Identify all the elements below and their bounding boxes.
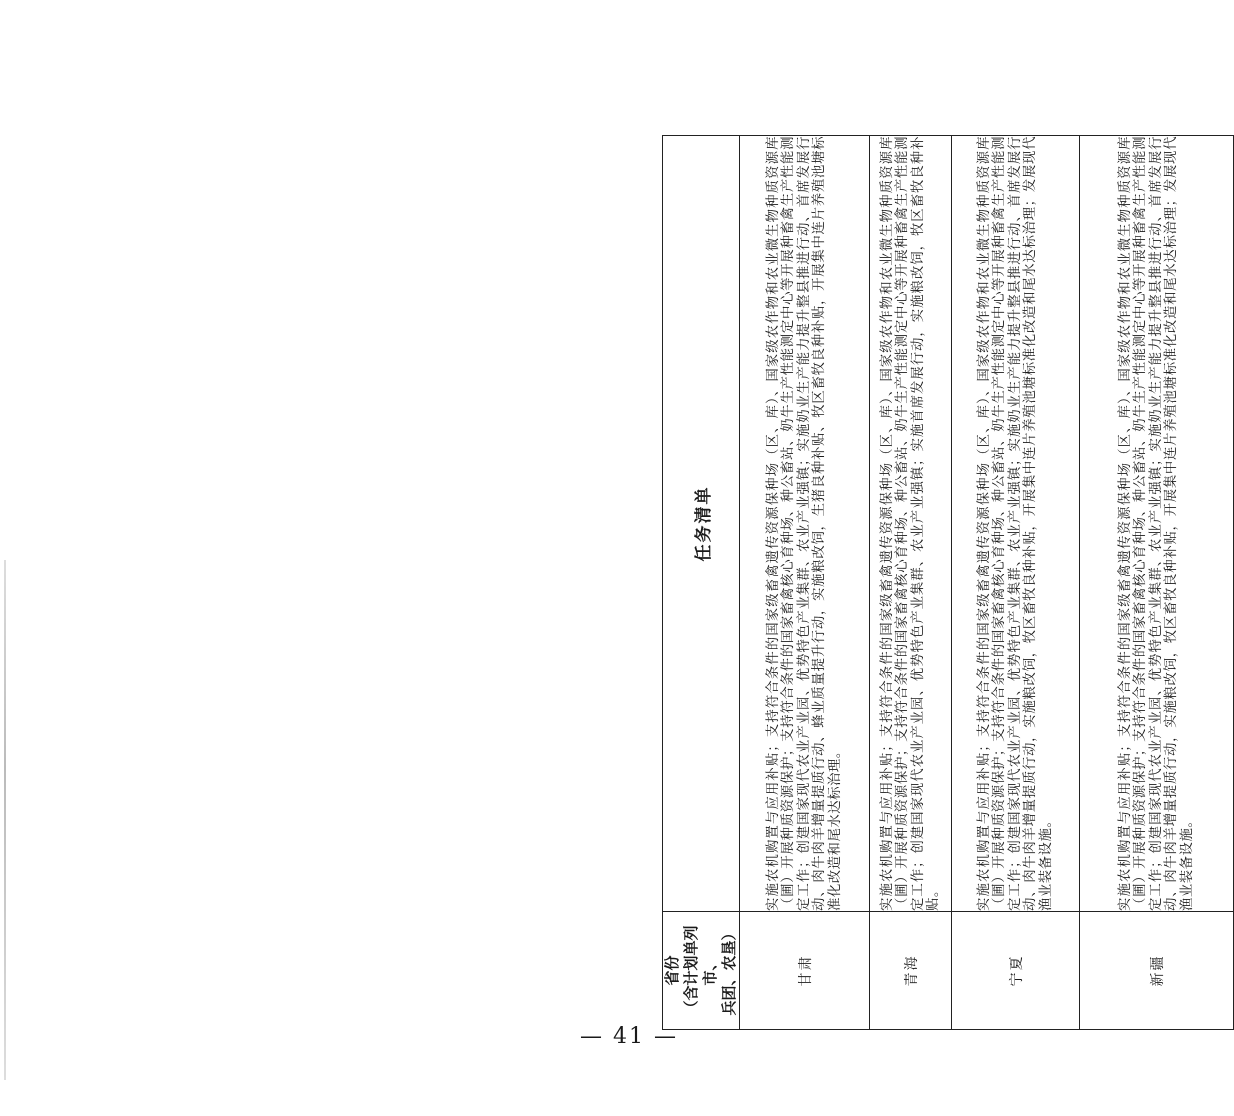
province-column-header: [663, 912, 740, 1030]
page-number: — 41 —: [580, 1024, 678, 1049]
task-cell: 实施农机购置与应用补贴；支持符合条件的国家级畜禽遗传资源保种场（区、库）、国家级农作物和农业微生物种质资源库（圃）开展种质资源保护；支持符合条件的国家畜禽核心育种场、种公畜站、奶牛生产性能测定中心等开展种畜禽生产性能测定工作；创建国家现代农业产业园、优势特色产业集群、农业产业强镇；实施首席发展行动，实施粮改饲，牧区畜牧良种补贴。: [870, 136, 952, 912]
table-row: [1080, 136, 1234, 1030]
province-header-line-2: （含计划单列市、: [682, 925, 719, 1016]
table-row: [870, 136, 952, 1030]
province-cell: 宁夏: [952, 912, 1080, 1030]
scan-edge-shadow: [4, 560, 6, 1080]
task-column-header: 任务清单: [663, 136, 740, 912]
province-header-line-1: 省份: [663, 955, 681, 986]
province-header-line-3: 兵团、农垦）: [720, 925, 738, 1016]
table-row: [740, 136, 870, 1030]
rotated-table-frame: [662, 136, 1214, 1030]
task-cell: 实施农机购置与应用补贴；支持符合条件的国家级畜禽遗传资源保种场（区、库）、国家级农作物和农业微生物种质资源库（圃）开展种质资源保护；支持符合条件的国家畜禽核心育种场、种公畜站、奶牛生产性能测定中心等开展种畜禽生产性能测定工作；创建国家现代农业产业园、优势特色产业集群、农业产业强镇；实施奶业生产能力提升整县推进行动、首席发展行动、肉牛肉羊增量提质行动，实施粮改饲，牧区畜牧良种补贴，开展集中连片养殖池塘标准化改造和尾水达标治理；发展现代渔业装备设施。: [952, 136, 1080, 912]
task-cell: 实施农机购置与应用补贴；支持符合条件的国家级畜禽遗传资源保种场（区、库）、国家级农作物和农业微生物种质资源库（圃）开展种质资源保护；支持符合条件的国家畜禽核心育种场、种公畜站、奶牛生产性能测定中心等开展种畜禽生产性能测定工作；创建国家现代农业产业园、优势特色产业集群、农业产业强镇；实施奶业生产能力提升整县推进行动、首席发展行动、肉牛肉羊增量提质行动、蜂业质量提升行动，实施粮改饲，生猪良种补贴、牧区畜牧良种补贴，开展集中连片养殖池塘标准化改造和尾水达标治理。: [740, 136, 870, 912]
table-row: [952, 136, 1080, 1030]
province-cell: 甘肃: [740, 912, 870, 1030]
table-header-row: [663, 136, 740, 1030]
task-list-table: [662, 135, 1234, 1030]
province-cell: 青海: [870, 912, 952, 1030]
task-cell: 实施农机购置与应用补贴；支持符合条件的国家级畜禽遗传资源保种场（区、库）、国家级农作物和农业微生物种质资源库（圃）开展种质资源保护；支持符合条件的国家畜禽核心育种场、种公畜站、奶牛生产性能测定中心等开展种畜禽生产性能测定工作；创建国家现代农业产业园、优势特色产业集群、农业产业强镇；实施奶业生产能力提升整县推进行动、首席发展行动、肉牛肉羊增量提质行动，实施粮改饲，牧区畜牧良种补贴，开展集中连片养殖池塘标准化改造和尾水达标治理；发展现代渔业装备设施。: [1080, 136, 1234, 912]
province-cell: 新疆: [1080, 912, 1234, 1030]
